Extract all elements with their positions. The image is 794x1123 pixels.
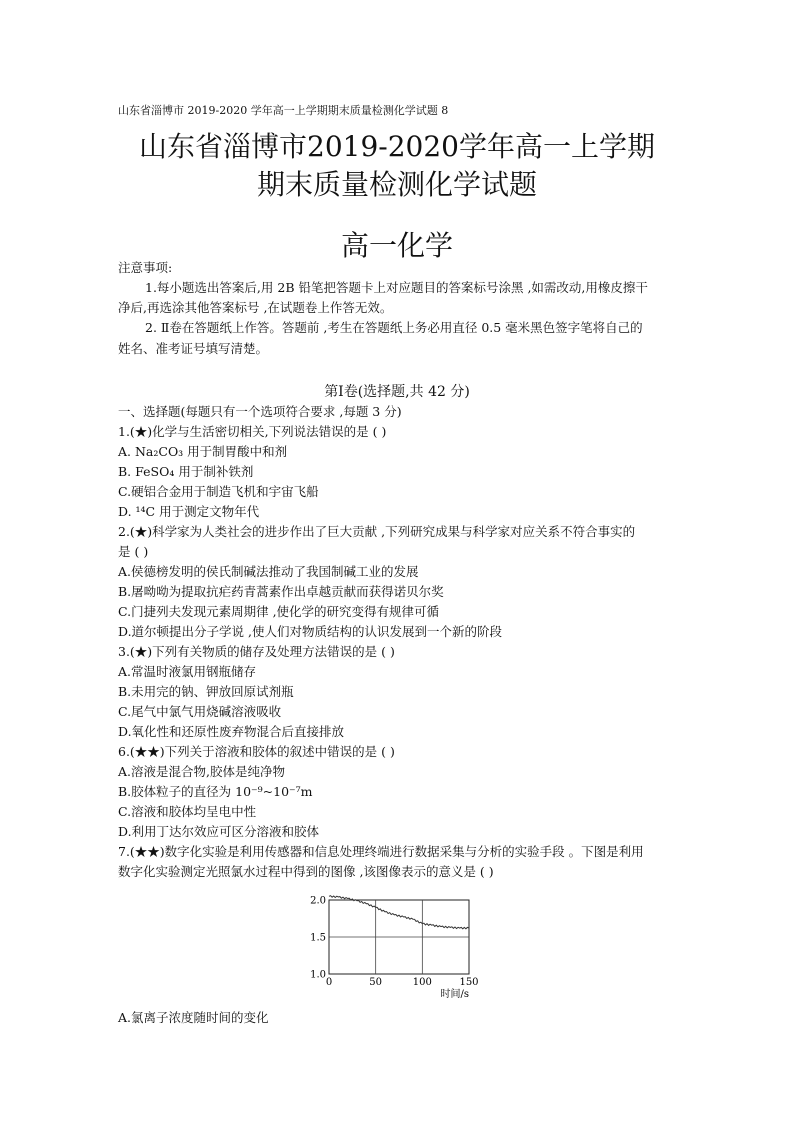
running-header: 山东省淄博市 2019-2020 学年高一上学期期末质量检测化学试题 8 [118,104,449,117]
question-6-option-c: C.溶液和胶体均呈电中性 [118,804,257,819]
note-2-line2: 姓名、准考证号填写清楚。 [118,341,269,356]
question-2-option-b: B.屠呦呦为提取抗疟药青蒿素作出卓越贡献而获得诺贝尔奖 [118,584,444,599]
note-1-line1: 1.每小题选出答案后,用 2B 铅笔把答题卡上对应题目的答案标号涂黑 ,如需改动,用橡皮擦干 [145,280,648,295]
document-title-line1: 山东省淄博市2019-2020学年高一上学期 [139,130,655,163]
question-2-stem-line1: 2.(★)科学家为人类社会的进步作出了巨大贡献 ,下列研究成果与科学家对应关系不符合事实的 [118,524,636,539]
question-7-stem-line1: 7.(★★)数字化实验是利用传感器和信息处理终端进行数据采集与分析的实验手段 。下图是利用 [118,844,644,859]
question-7-stem-line2: 数字化实验测定光照氯水过程中得到的图像 ,该图像表示的意义是 ( ) [118,864,494,879]
question-3-option-a: A.常温时液氯用钢瓶储存 [118,664,257,679]
question-2-option-a: A.侯德榜发明的侯氏制碱法推动了我国制碱工业的发展 [118,564,419,579]
x-tick-label: 150 [459,977,479,988]
x-tick-label: 50 [369,977,383,988]
note-1-line2: 净后,再选涂其他答案标号 ,在试题卷上作答无效。 [118,300,393,315]
y-tick-label: 1.5 [310,932,326,944]
question-2-option-c: C.门捷列夫发现元素周期律 ,使化学的研究变得有规律可循 [118,604,440,619]
question-3-stem: 3.(★)下列有关物质的储存及处理方法错误的是 ( ) [118,644,395,659]
document-title-line2: 期末质量检测化学试题 [256,168,537,201]
question-2-stem-line2: 是 ( ) [118,544,149,559]
question-3-option-d: D.氧化性和还原性废弃物混合后直接排放 [118,724,345,739]
question-3-option-c: C.尾气中氯气用烧碱溶液吸收 [118,704,282,719]
y-tick-label: 1.0 [310,969,326,981]
section-title: 第Ⅰ卷(选择题,共 42 分) [324,384,470,400]
question-1-option-a: A. Na₂CO₃ 用于制胃酸中和剂 [118,444,288,459]
x-tick-label: 100 [412,977,432,988]
question-1-option-b: B. FeSO₄ 用于制补铁剂 [118,464,254,479]
question-6-option-d: D.利用丁达尔效应可区分溶液和胶体 [118,824,320,839]
x-tick-label: 0 [325,977,333,988]
note-2-line1: 2. Ⅱ卷在答题纸上作答。答题前 ,考生在答题纸上务必用直径 0.5 毫米黑色签字笔将自己的 [145,320,643,335]
question-1-option-c: C.硬铝合金用于制造飞机和宇宙飞船 [118,484,319,499]
part-heading: 一、选择题(每题只有一个选项符合要求 ,每题 3 分) [118,404,402,419]
question-6-stem: 6.(★★)下列关于溶液和胶体的叙述中错误的是 ( ) [118,744,395,759]
question-1-stem: 1.(★)化学与生活密切相关,下列说法错误的是 ( ) [118,424,387,439]
question-1-option-d: D. ¹⁴C 用于测定文物年代 [118,504,260,519]
y-tick-label: 2.0 [310,895,326,907]
x-axis-label: 时间/s [440,989,469,1000]
question-2-option-d: D.道尔顿提出分子学说 ,使人们对物质结构的认识发展到一个新的阶段 [118,624,502,639]
notes-heading: 注意事项: [118,260,173,275]
question-6-option-a: A.溶液是混合物,胶体是纯净物 [118,764,285,779]
subject-title: 高一化学 [340,229,453,262]
question-7-option-a: A.氯离子浓度随时间的变化 [118,1010,269,1025]
question-6-option-b: B.胶体粒子的直径为 10⁻⁹~10⁻⁷m [118,784,313,799]
question-3-option-b: B.未用完的钠、钾放回原试剂瓶 [118,684,294,699]
chlorine-water-chart [300,892,490,1004]
series-line [329,896,469,929]
